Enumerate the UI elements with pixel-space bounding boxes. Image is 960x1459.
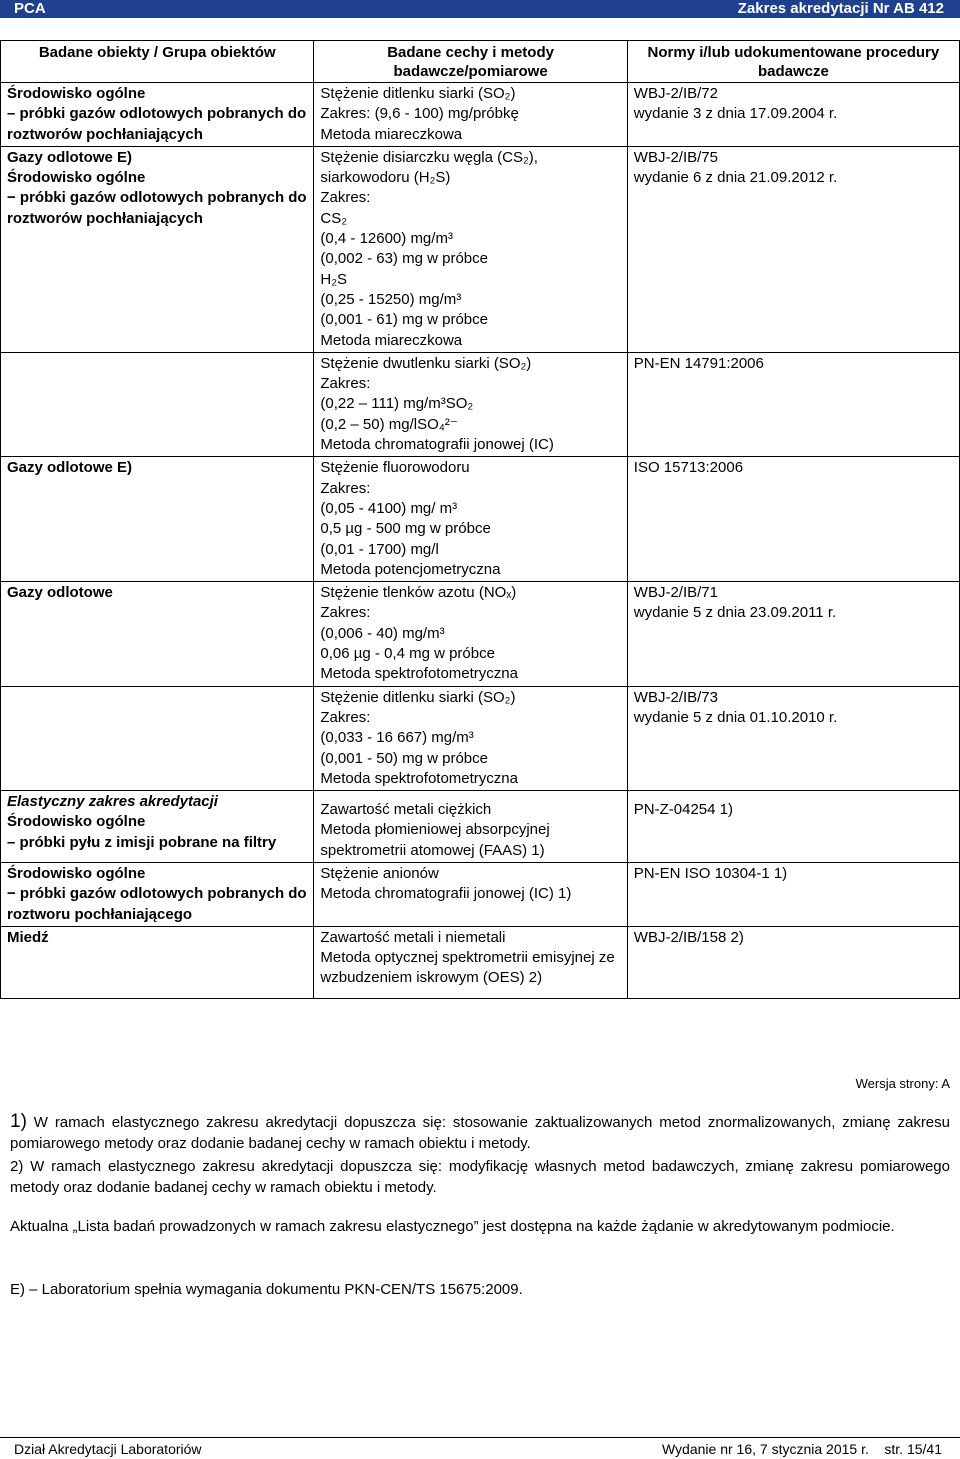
row-standards [627, 352, 959, 456]
method-line: Metoda płomieniowej absorpcyjnej [320, 821, 550, 839]
standard-line: wydanie 3 z dnia 17.09.2004 r. [633, 105, 838, 123]
method-line: (0,22 – 111) mg/m³SO₂ [320, 395, 474, 413]
method-line: Stężenie anionów [320, 864, 439, 882]
standard-line: ISO 15713:2006 [633, 459, 744, 477]
standard-line: PN-EN ISO 10304-1 1) [633, 864, 788, 882]
object-line: – próbki gazów odlotowych pobranych do roztworów pochłaniających [7, 105, 307, 143]
method-line: Zakres: [320, 604, 371, 622]
object-line: − próbki gazów odlotowych pobranych do roztworów pochłaniających [7, 189, 307, 227]
method-line: (0,2 – 50) mg/lSO₄²⁻ [320, 415, 458, 433]
row-objects [1, 146, 314, 352]
col-header-methods: Badane cechy i metody badawcze/pomiarowe [314, 41, 627, 83]
row-standards [627, 582, 959, 686]
method-line: (0,01 - 1700) mg/l [320, 540, 439, 558]
method-line: Metoda miareczkowa [320, 331, 463, 349]
footnote-1-text: W ramach elastycznego zakresu akredytacji dopuszcza się: stosowanie zaktualizowanych metod znormalizowanych, zmianę zakresu pomiarowego metody oraz dodanie badanej cechy w ramach obiektu i metody. [10, 1114, 950, 1152]
method-line: (0,002 - 63) mg w próbce [320, 250, 488, 268]
method-line: Metoda spektrofotometryczna [320, 769, 518, 787]
table-row [1, 83, 960, 147]
method-line: Stężenie dwutlenku siarki (SO₂) [320, 354, 532, 372]
row-methods [314, 352, 627, 456]
footer-edition: Wydanie nr 16, 7 stycznia 2015 r. str. 15/41 [661, 1441, 942, 1457]
table-row [1, 862, 960, 926]
method-line: Zakres: [320, 189, 371, 207]
col-header-standards: Normy i/lub udokumentowane procedury badawcze [627, 41, 959, 83]
row-objects [1, 83, 314, 147]
standard-line: WBJ-2/IB/72 [633, 85, 718, 102]
row-standards [627, 457, 959, 582]
method-line: Metoda chromatografii jonowej (IC) 1) [320, 885, 572, 903]
footnote-4: E) – Laboratorium spełnia wymagania dokumentu PKN-CEN/TS 15675:2009. [10, 1281, 523, 1298]
method-line: Zawartość metali i niemetali [320, 928, 506, 946]
table-row [1, 146, 960, 352]
page-header [0, 0, 960, 18]
method-line: siarkowodoru (H₂S) [320, 169, 451, 187]
method-line: (0,033 - 16 667) mg/m³ [320, 729, 474, 747]
row-standards [627, 686, 959, 790]
row-standards [627, 146, 959, 352]
object-line: Środowisko ogólne [7, 864, 146, 882]
row-objects [1, 926, 314, 998]
row-objects [1, 791, 314, 863]
method-line: 0,06 µg - 0,4 mg w próbce [320, 645, 495, 663]
standard-line: WBJ-2/IB/73 [633, 688, 718, 706]
standard-line: wydanie 5 z dnia 01.10.2010 r. [633, 708, 838, 726]
object-line: Miedź [7, 928, 49, 946]
method-line: Metoda miareczkowa [320, 125, 463, 143]
object-line: – próbki pyłu z imisji pobrane na filtry [7, 833, 277, 851]
row-objects [1, 686, 314, 790]
standard-line: WBJ-2/IB/71 [633, 584, 718, 602]
row-methods [314, 686, 627, 790]
method-line: CS₂ [320, 209, 348, 227]
row-methods [314, 582, 627, 686]
method-line: 0,5 µg - 500 mg w próbce [320, 520, 491, 538]
row-objects [1, 352, 314, 456]
standard-line: PN-Z-04254 1) [633, 801, 733, 819]
object-line: Środowisko ogólne [7, 85, 146, 102]
object-line: Gazy odlotowe [7, 584, 113, 602]
row-methods [314, 791, 627, 863]
row-objects [1, 457, 314, 582]
table-header-row [1, 41, 960, 83]
method-line: Zakres: [320, 375, 371, 393]
page-version: Wersja strony: A [855, 1076, 950, 1091]
table-row [1, 791, 960, 863]
method-line: H₂S [320, 270, 348, 288]
standard-line: wydanie 6 z dnia 21.09.2012 r. [633, 169, 838, 187]
accreditation-table [0, 40, 960, 999]
table-row [1, 457, 960, 582]
table-row [1, 926, 960, 998]
method-line: Stężenie fluorowodoru [320, 459, 470, 477]
standard-line: wydanie 5 z dnia 23.09.2011 r. [633, 604, 837, 622]
row-methods [314, 926, 627, 998]
method-line: Metoda chromatografii jonowej (IC) [320, 436, 554, 454]
footnote-3: Aktualna „Lista badań prowadzonych w ramach zakresu elastycznego” jest dostępna na każde żądanie w akredytowanym podmiocie. [10, 1218, 895, 1235]
object-line: Gazy odlotowe E) [7, 148, 133, 166]
object-line: Elastyczny zakres akredytacji [7, 793, 218, 811]
object-line: Środowisko ogólne [7, 169, 146, 187]
header-org: PCA [14, 0, 46, 17]
table-row [1, 582, 960, 686]
method-line: spektrometrii atomowej (FAAS) 1) [320, 841, 545, 859]
row-standards [627, 926, 959, 998]
col-header-objects: Badane obiekty / Grupa obiektów [1, 41, 314, 83]
method-line: (0,006 - 40) mg/m³ [320, 624, 445, 642]
method-line: Zakres: [320, 479, 371, 497]
method-line: (0,001 - 50) mg w próbce [320, 749, 488, 767]
method-line: Stężenie ditlenku siarki (SO₂) [320, 688, 516, 706]
standard-line: PN-EN 14791:2006 [633, 354, 764, 372]
table-row [1, 686, 960, 790]
table-row [1, 352, 960, 456]
method-line: Stężenie tlenków azotu (NOₓ) [320, 584, 517, 602]
row-methods [314, 457, 627, 582]
method-line: Stężenie disiarczku węgla (CS₂), [320, 148, 538, 166]
header-accreditation-number: Zakres akredytacji Nr AB 412 [737, 0, 944, 17]
method-line: (0,4 - 12600) mg/m³ [320, 230, 453, 248]
page-footer [0, 1437, 960, 1457]
row-objects [1, 582, 314, 686]
row-objects [1, 862, 314, 926]
row-methods [314, 83, 627, 147]
method-line: (0,001 - 61) mg w próbce [320, 311, 488, 329]
footnote-2: 2) W ramach elastycznego zakresu akredytacji dopuszcza się: modyfikację własnych metod badawczych, zmianę zakresu pomiarowego metody oraz dodanie badanej cechy w ramach obiektu i metody. [10, 1158, 950, 1196]
object-line: Gazy odlotowe E) [7, 459, 133, 477]
row-methods [314, 862, 627, 926]
object-line: Środowisko ogólne [7, 813, 146, 831]
standard-line: WBJ-2/IB/75 [633, 148, 718, 166]
method-line: Zakres: [320, 708, 371, 726]
footnote-1 [10, 1112, 950, 1154]
row-standards [627, 862, 959, 926]
method-line: (0,05 - 4100) mg/ m³ [320, 499, 458, 517]
method-line: Zawartość metali ciężkich [320, 801, 492, 819]
method-line: Stężenie ditlenku siarki (SO₂) [320, 85, 516, 102]
method-line: (0,25 - 15250) mg/m³ [320, 290, 462, 308]
row-standards [627, 83, 959, 147]
standard-line: WBJ-2/IB/158 2) [633, 928, 744, 946]
row-standards [627, 791, 959, 863]
row-methods [314, 146, 627, 352]
footer-department: Dział Akredytacji Laboratoriów [14, 1441, 202, 1457]
method-line: Zakres: (9,6 - 100) mg/próbkę [320, 105, 519, 123]
method-line: Metoda optycznej spektrometrii emisyjnej ze wzbudzeniem iskrowym (OES) 2) [320, 949, 615, 987]
method-line: Metoda potencjometryczna [320, 560, 501, 578]
footnote-1-mark: 1) [10, 1111, 27, 1132]
method-line: Metoda spektrofotometryczna [320, 665, 518, 683]
object-line: − próbki gazów odlotowych pobranych do roztworu pochłaniającego [7, 885, 307, 923]
